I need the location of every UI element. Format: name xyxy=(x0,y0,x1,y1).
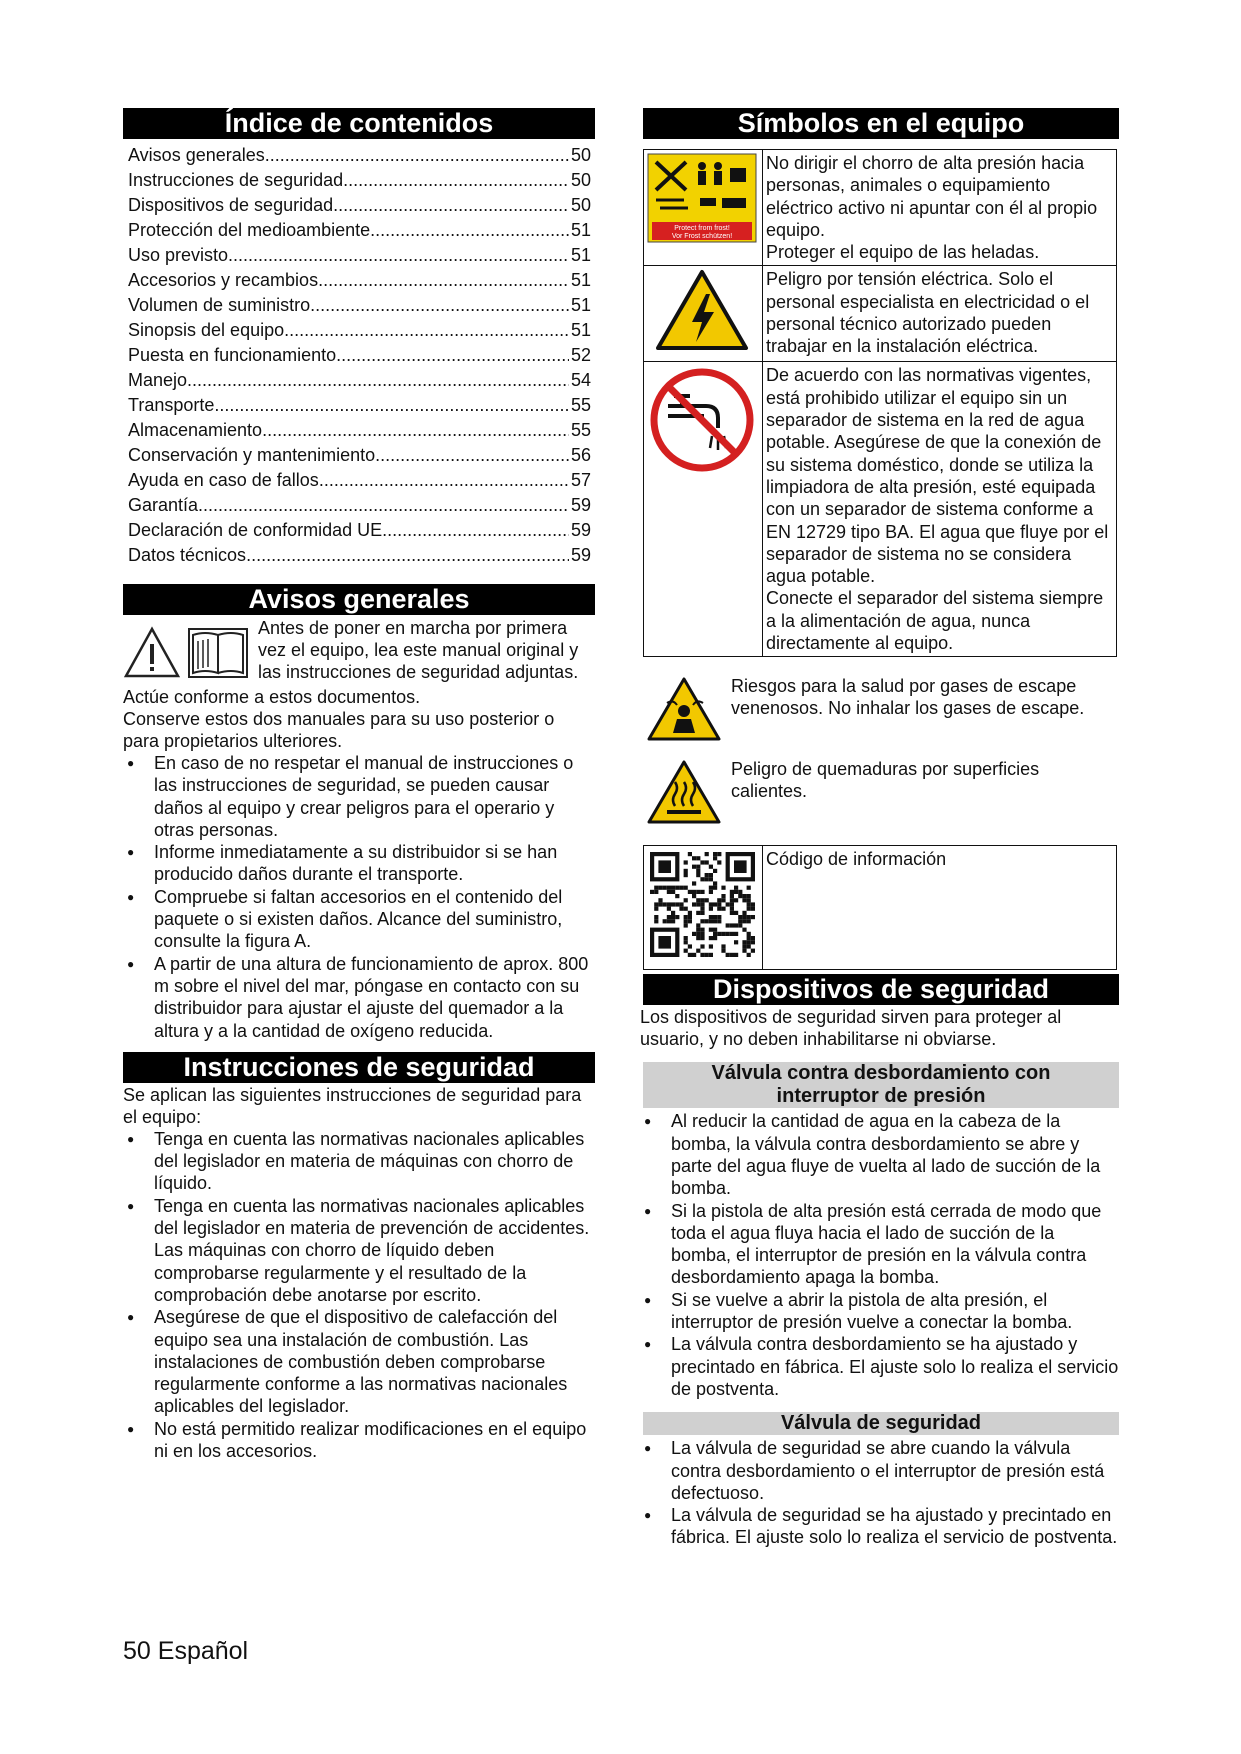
avisos-intro: Antes de poner en marcha por primera vez el equipo, lea este manual original y las instrucciones de seguridad adjuntas. xyxy=(258,618,579,682)
symbol-icon-cell xyxy=(644,266,763,362)
list-item: ● La válvula de seguridad se abre cuando la válvula contra desbordamiento o el interruptor de presión está defectuoso. xyxy=(640,1437,1119,1504)
toc-entry-page: 56 xyxy=(570,445,591,465)
toc-leader-dots xyxy=(265,143,569,168)
valve1-heading: Válvula contra desbordamiento con interruptor de presión xyxy=(643,1062,1119,1108)
toc-entry xyxy=(123,143,595,168)
toc-entry-label: Garantía xyxy=(128,495,199,515)
toc-list xyxy=(123,139,595,568)
toc-entry-label: Ayuda en caso de fallos xyxy=(128,470,319,490)
qr-table xyxy=(643,845,1117,970)
valve2-heading: Válvula de seguridad xyxy=(643,1412,1119,1435)
toc-entry xyxy=(123,318,595,343)
toc-entry xyxy=(123,368,595,393)
symbol-text: No dirigir el chorro de alta presión hacia personas, animales o equipamiento eléctrico activo ni apuntar con él al propio equipo. xyxy=(766,153,1098,240)
simbolos-heading: Símbolos en el equipo xyxy=(643,108,1119,139)
toc-leader-dots xyxy=(198,493,569,518)
list-item: ● Al reducir la cantidad de agua en la cabeza de la bomba, la válvula contra desbordamiento se abre y parte del agua fluye de vuelta al lado de succión de la bomba. xyxy=(640,1110,1119,1199)
toc-entry xyxy=(123,243,595,268)
toc-entry-page: 55 xyxy=(570,420,591,440)
qr-cell xyxy=(644,846,763,970)
right-column xyxy=(640,108,1119,1549)
toc-entry-label: Sinopsis del equipo xyxy=(128,320,285,340)
symbol-text: Peligro por tensión eléctrica. Solo el personal especialista en electricidad o el personal técnico autorizado pueden trabajar en la instalación eléctrica. xyxy=(766,269,1090,357)
toc-entry-label: Protección del medioambiente xyxy=(128,220,371,240)
gas-warning-text: Riesgos para la salud por gases de escape venenosos. No inhalar los gases de escape. xyxy=(731,676,1085,719)
list-item: ● No está permitido realizar modificaciones en el equipo ni en los accesorios. xyxy=(123,1418,595,1463)
list-item: ● Informe inmediatamente a su distribuidor si se han producido daños durante el transporte. xyxy=(123,841,595,886)
list-item: ● Compruebe si faltan accesorios en el contenido del paquete o si existen daños. Alcance del suministro, consulte la figura A. xyxy=(123,886,595,953)
toc-leader-dots xyxy=(187,368,569,393)
list-item: ● La válvula contra desbordamiento se ha ajustado y precintado en fábrica. El ajuste solo lo realiza el servicio de postventa. xyxy=(640,1333,1119,1400)
gas-warning-row xyxy=(643,673,1119,750)
toc-entry-page: 51 xyxy=(570,320,591,340)
toc-leader-dots xyxy=(333,193,569,218)
avisos-heading: Avisos generales xyxy=(123,584,595,615)
page-number: 50 xyxy=(123,1637,151,1665)
electric-hazard-icon xyxy=(644,266,762,356)
qr-label: Código de información xyxy=(766,849,947,870)
avisos-p1: Actúe conforme a estos documentos. xyxy=(123,687,421,707)
toc-entry-page: 51 xyxy=(570,270,591,290)
hot-surface-warning-icon xyxy=(643,756,725,828)
dispositivos-intro: Los dispositivos de seguridad sirven para proteger al usuario, y no deben inhabilitarse ni obviarse. xyxy=(640,1007,1062,1050)
toc-entry-page: 50 xyxy=(570,195,591,215)
symbol-text-cell xyxy=(763,362,1117,657)
table-row xyxy=(644,362,1117,657)
toc-leader-dots xyxy=(284,318,569,343)
toc-entry-label: Conservación y mantenimiento xyxy=(128,445,376,465)
toc-entry xyxy=(123,218,595,243)
toc-leader-dots xyxy=(214,393,569,418)
toc-entry-page: 50 xyxy=(570,145,591,165)
symbol-text: Conecte el separador del sistema siempre a la alimentación de agua, nunca directamente al equipo. xyxy=(766,588,1104,654)
icon-wrap xyxy=(643,673,731,750)
symbols-table xyxy=(643,149,1117,657)
valve2-bullets xyxy=(640,1437,1119,1548)
no-spray-frost-icon xyxy=(644,150,762,254)
toc-entry xyxy=(123,468,595,493)
toxic-gas-warning-icon xyxy=(643,673,725,745)
toc-leader-dots xyxy=(246,543,569,568)
toc-heading: Índice de contenidos xyxy=(123,108,595,139)
toc-entry-label: Accesorios y recambios xyxy=(128,270,319,290)
toc-entry xyxy=(123,443,595,468)
toc-entry-label: Volumen de suministro xyxy=(128,295,311,315)
page-footer xyxy=(123,1636,248,1666)
symbol-text: Proteger el equipo de las heladas. xyxy=(766,242,1040,263)
toc-leader-dots xyxy=(318,268,569,293)
toc-entry xyxy=(123,193,595,218)
toc-entry-page: 59 xyxy=(570,545,591,565)
toc-entry-page: 50 xyxy=(570,170,591,190)
toc-entry xyxy=(123,518,595,543)
toc-entry-label: Transporte xyxy=(128,395,215,415)
toc-leader-dots xyxy=(370,218,569,243)
toc-entry-label: Instrucciones de seguridad xyxy=(128,170,344,190)
qr-text-cell xyxy=(763,846,1117,970)
list-item: ● A partir de una altura de funcionamiento de aprox. 800 m sobre el nivel del mar, póngase en contacto con su distribuidor para ajustar el ajuste del quemador a la altura y a la cantidad de oxígeno reducida. xyxy=(123,953,595,1042)
toc-entry-label: Manejo xyxy=(128,370,188,390)
warning-manual-icons xyxy=(123,617,256,686)
left-column xyxy=(123,108,595,1462)
symbol-text: De acuerdo con las normativas vigentes, está prohibido utilizar el equipo sin un separador de sistema en la red de agua potable. Asegúrese de que la conexión de su sistema doméstico, donde se utiliza la limpiadora de alta presión, esté equipada con un separador de sistema conforme a EN 12729 tipo BA. El agua que fluye por el separador de sistema no se considera agua potable. xyxy=(766,365,1109,587)
table-row xyxy=(644,266,1117,362)
toc-entry-page: 57 xyxy=(570,470,591,490)
avisos-p2: Conserve estos dos manuales para su uso posterior o para propietarios ulteriores. xyxy=(123,709,555,751)
instrucciones-bullets xyxy=(123,1128,595,1462)
list-item: ● La válvula de seguridad se ha ajustado y precintado en fábrica. El ajuste solo lo realiza el servicio de postventa. xyxy=(640,1504,1119,1549)
valve1-bullets xyxy=(640,1110,1119,1400)
instrucciones-heading: Instrucciones de seguridad xyxy=(123,1052,595,1083)
toc-entry xyxy=(123,168,595,193)
symbol-text-cell xyxy=(763,266,1117,362)
toc-entry-label: Dispositivos de seguridad xyxy=(128,195,334,215)
toc-leader-dots xyxy=(343,168,569,193)
toc-entry xyxy=(123,393,595,418)
toc-entry-page: 59 xyxy=(570,495,591,515)
list-item: ● Tenga en cuenta las normativas nacionales aplicables del legislador en materia de prevención de accidentes. Las máquinas con chorro de líquido deben comprobarse regularmente y el resultado de la comprobación debe anotarse por escrito. xyxy=(123,1195,595,1306)
toc-leader-dots xyxy=(375,443,569,468)
toc-entry xyxy=(123,543,595,568)
toc-leader-dots xyxy=(310,293,569,318)
symbol-icon-cell xyxy=(644,362,763,657)
list-item: ● Asegúrese de que el dispositivo de calefacción del equipo sea una instalación de combustión. Las instalaciones de combustión deben comprobarse regularmente conforme a las normativas nacionales aplicables del legislador. xyxy=(123,1306,595,1417)
list-item: ● En caso de no respetar el manual de instrucciones o las instrucciones de seguridad, se pueden causar daños al equipo y crear peligros para el operario y otras personas. xyxy=(123,752,595,841)
toc-leader-dots xyxy=(319,468,569,493)
no-direct-water-connection-icon xyxy=(644,362,762,482)
list-item: ● Tenga en cuenta las normativas nacionales aplicables del legislador en materia de máquinas con chorro de líquido. xyxy=(123,1128,595,1195)
hot-surface-text: Peligro de quemaduras por superficies calientes. xyxy=(731,759,1040,802)
toc-entry-page: 54 xyxy=(570,370,591,390)
toc-leader-dots xyxy=(262,418,569,443)
toc-leader-dots xyxy=(336,343,569,368)
toc-entry xyxy=(123,268,595,293)
list-item: ● Si la pistola de alta presión está cerrada de modo que toda el agua fluya hacia el lado de succión de la bomba, el interruptor de presión en la válvula contra desbordamiento apaga la bomba. xyxy=(640,1200,1119,1289)
toc-entry-page: 51 xyxy=(570,245,591,265)
manual-book-icon xyxy=(189,629,247,677)
toc-entry xyxy=(123,418,595,443)
toc-leader-dots xyxy=(228,243,569,268)
toc-entry-label: Declaración de conformidad UE xyxy=(128,520,383,540)
frost-label-2: Vor Frost schützen! xyxy=(671,233,733,240)
toc-entry-label: Datos técnicos xyxy=(128,545,247,565)
list-item: ● Si se vuelve a abrir la pistola de alta presión, el interruptor de presión vuelve a conectar la bomba. xyxy=(640,1289,1119,1334)
page-language: Español xyxy=(157,1637,249,1665)
toc-entry-label: Puesta en funcionamiento xyxy=(128,345,337,365)
toc-leader-dots xyxy=(382,518,569,543)
toc-entry xyxy=(123,293,595,318)
qr-code-icon xyxy=(644,846,762,964)
toc-entry-page: 52 xyxy=(570,345,591,365)
toc-entry-label: Uso previsto xyxy=(128,245,229,265)
toc-entry-page: 59 xyxy=(570,520,591,540)
instrucciones-intro: Se aplican las siguientes instrucciones de seguridad para el equipo: xyxy=(123,1084,582,1127)
toc-entry xyxy=(123,493,595,518)
toc-entry-page: 55 xyxy=(570,395,591,415)
toc-entry-page: 51 xyxy=(570,295,591,315)
table-row xyxy=(644,150,1117,266)
symbol-text-cell xyxy=(763,150,1117,266)
frost-label-1: Protect from frost! xyxy=(674,225,730,232)
toc-entry-label: Avisos generales xyxy=(128,145,265,165)
avisos-bullets xyxy=(123,752,595,1042)
symbol-icon-cell xyxy=(644,150,763,266)
warning-triangle-icon xyxy=(126,629,178,676)
toc-entry-page: 51 xyxy=(570,220,591,240)
toc-entry-label: Almacenamiento xyxy=(128,420,263,440)
toc-entry xyxy=(123,343,595,368)
dispositivos-heading: Dispositivos de seguridad xyxy=(643,974,1119,1005)
table-row xyxy=(644,846,1117,970)
icon-wrap xyxy=(643,756,731,833)
hot-surface-row xyxy=(643,756,1119,833)
avisos-intro-block xyxy=(123,617,595,686)
